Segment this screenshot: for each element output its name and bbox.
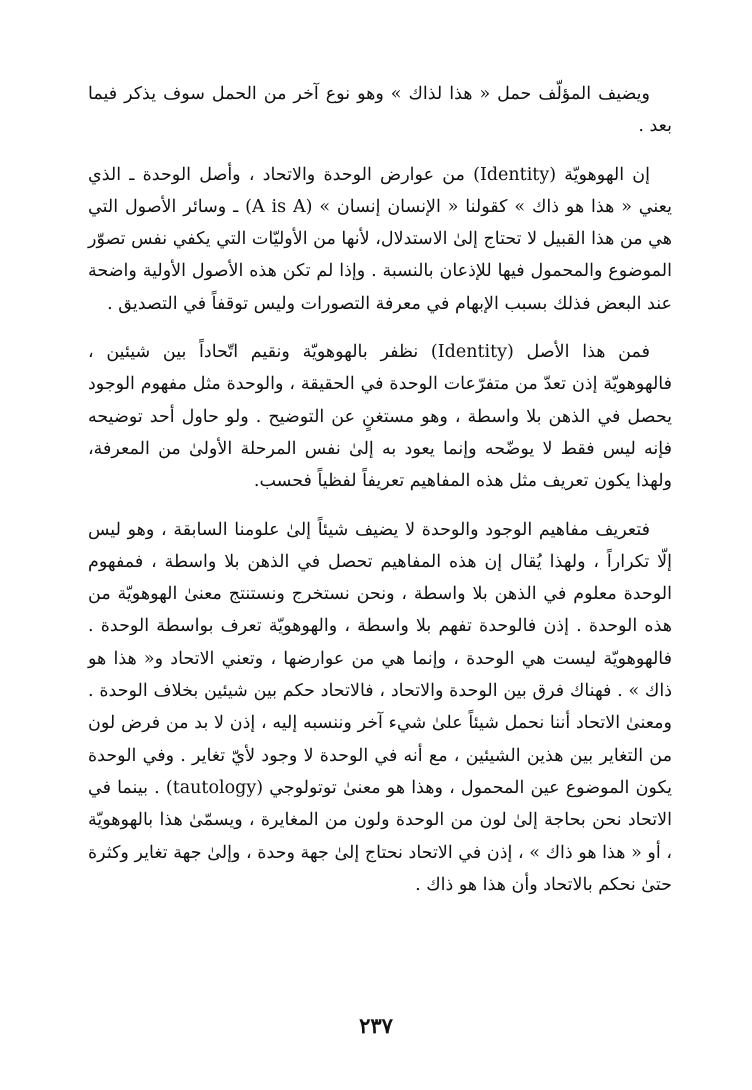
paragraph-3: فمن هذا الأصل (Identity) نظفر بالهوهويّة ونقيم اتّحاداً بين شيئين ، فالهوهويّة إذن تعدّ من متفرّعات الوحدة في الحقيقة ، والوحدة مثل مفهوم الوجود يحصل في الذهن بلا واسطة ، وهو مستغنٍ عن التوضيح . ولو حاول أحد توضيحه فإنه ليس فقط لا يوضّحه وإنما يعود به إلىٰ نفس المرحلة الأولىٰ من المعرفة، ولهذا يكون تعريف مثل هذه المفاهيم تعريفاً لفظياً فحسب. (88, 342, 672, 492)
paragraph-2: إن الهوهويّة (Identity) من عوارض الوحدة والاتحاد ، وأصل الوحدة ـ الذي يعني « هذا هو ذاك » كقولنا « الإنسان إنسان » (A is A) ـ وسائر الأصول التي هي من هذا القبيل لا تحتاج إلىٰ الاستدلال، لأنها من الأوليّات التي يكفي نفس تصوّر الموضوع والمحمول فيها للإذعان بالنسبة . وإذا لم تكن هذه الأصول الأولية واضحة عند البعض فذلك بسبب الإبهام في معرفة التصورات وليس توقفاً في التصديق . (88, 164, 672, 314)
paragraph-4: فتعريف مفاهيم الوجود والوحدة لا يضيف شيئاً إلىٰ علومنا السابقة ، وهو ليس إلّا تكراراً ، ولهذا يُقال إن هذه المفاهيم تحصل في الذهن بلا واسطة ، فمفهوم الوحدة معلوم في الذهن بلا واسطة ، ونحن نستخرج ونستنتج معنىٰ الهوهويّة من هذه الوحدة . إذن فالوحدة تفهم بلا واسطة ، والهوهويّة تعرف بواسطة الوحدة . فالهوهويّة ليست هي الوحدة ، وإنما هي من عوارضها ، وتعني الاتحاد و« هذا هو ذاك » . فهناك فرق بين الوحدة والاتحاد ، فالاتحاد حكم بين شيئين بخلاف الوحدة . ومعنىٰ الاتحاد أننا نحمل شيئاً علىٰ شيء آخر وننسبه إليه ، إذن لا بد من فرض لون من التغاير بين هذين الشيئين ، مع أنه في الوحدة لا وجود لأيّ تغاير . وفي الوحدة يكون الموضوع عين المحمول ، وهذا هو معنىٰ توتولوجي (tautology) . بينما في الاتحاد نحن بحاجة إلىٰ لون من الوحدة ولون من المغايرة ، ويسمّىٰ هذا بالهوهويّة ، أو « هذا هو ذاك » ، إذن في الاتحاد نحتاج إلىٰ جهة وحدة ، وإلىٰ جهة تغاير وكثرة حتىٰ نحكم بالاتحاد وأن هذا هو ذاك . (88, 519, 672, 895)
paragraph-1: ويضيف المؤلّف حمل « هذا لذاك » وهو نوع آخر من الحمل سوف يذكر فيما بعد . (88, 84, 672, 137)
page-number: ٢٣٧ (359, 1013, 393, 1038)
body-text (88, 78, 672, 901)
